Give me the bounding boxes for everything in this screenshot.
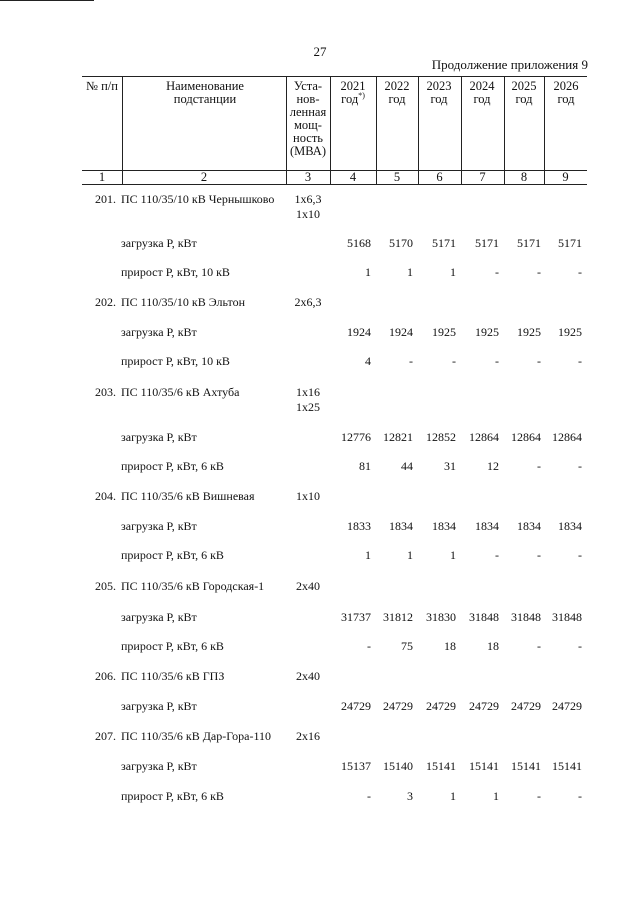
value-cell: 24729 (426, 699, 456, 713)
value-cell: - (409, 354, 413, 368)
value-cell: 15141 (426, 759, 456, 773)
row-label: прирост Р, кВт, 6 кВ (121, 459, 224, 473)
installed-power: 1х16 (296, 385, 320, 399)
value-cell: 31 (444, 459, 456, 473)
substation-name: ПС 110/35/6 кВ Городская-1 (121, 579, 265, 593)
value-cell: 15141 (552, 759, 582, 773)
value-cell: - (537, 265, 541, 279)
value-cell: 24729 (552, 699, 582, 713)
header-num: № п/п (86, 79, 118, 93)
column-divider (461, 76, 462, 184)
continuation-title: Продолжение приложения 9 (431, 57, 588, 72)
value-cell: 12864 (511, 430, 541, 444)
installed-power: 2х40 (296, 579, 320, 593)
value-cell: 5171 (517, 236, 541, 250)
value-cell: - (537, 789, 541, 803)
installed-power: 1х10 (296, 207, 320, 221)
value-cell: 24729 (469, 699, 499, 713)
installed-power: 2х16 (296, 729, 320, 743)
value-cell: 44 (401, 459, 413, 473)
colnum: 9 (562, 170, 569, 184)
row-label: загрузка Р, кВт (121, 430, 197, 444)
installed-power: 1х25 (296, 400, 320, 414)
value-cell: 12 (487, 459, 499, 473)
row-label: загрузка Р, кВт (121, 519, 197, 533)
row-label: прирост Р, кВт, 6 кВ (121, 789, 224, 803)
value-cell: 1925 (475, 325, 499, 339)
value-cell: 12776 (341, 430, 371, 444)
value-cell: - (537, 639, 541, 653)
value-cell: 31848 (552, 610, 582, 624)
colnum: 8 (520, 170, 528, 184)
page-number: 27 (313, 44, 327, 59)
column-divider (122, 76, 123, 184)
value-cell: 18 (487, 639, 499, 653)
value-cell: 24729 (383, 699, 413, 713)
value-cell: - (537, 459, 541, 473)
header-year-2026: 2026 год (553, 79, 579, 106)
value-cell: - (537, 354, 541, 368)
value-cell: 1925 (432, 325, 456, 339)
value-cell: 18 (444, 639, 456, 653)
value-cell: 12864 (552, 430, 582, 444)
value-cell: - (578, 548, 582, 562)
value-cell: 15137 (341, 759, 371, 773)
colnum: 4 (349, 170, 357, 184)
value-cell: - (495, 265, 499, 279)
header-substation-name: Наименование подстанции (166, 79, 244, 106)
row-label: прирост Р, кВт, 10 кВ (121, 265, 230, 279)
substation-name: ПС 110/35/6 кВ Вишневая (121, 489, 255, 503)
installed-power: 2х6,3 (294, 295, 322, 309)
value-cell: 1834 (432, 519, 456, 533)
value-cell: - (452, 354, 456, 368)
value-cell: - (537, 548, 541, 562)
value-cell: 1833 (347, 519, 371, 533)
value-cell: 12821 (383, 430, 413, 444)
header-year-2022: 2022 год (384, 79, 410, 106)
row-number: 201. (95, 192, 116, 206)
value-cell: 1 (450, 265, 456, 279)
value-cell: 5170 (389, 236, 413, 250)
top-rule (0, 0, 94, 1)
column-divider (330, 76, 331, 184)
row-label: загрузка Р, кВт (121, 236, 197, 250)
colnum: 7 (479, 170, 486, 184)
value-cell: 1 (493, 789, 499, 803)
header-installed-power: Уста- нов- ленная мощ- ность (МВА) (289, 79, 327, 158)
value-cell: 1 (407, 548, 413, 562)
column-divider (504, 76, 505, 184)
value-cell: 31812 (383, 610, 413, 624)
value-cell: 31848 (469, 610, 499, 624)
colnum-bottom-rule (82, 184, 587, 185)
value-cell: 31848 (511, 610, 541, 624)
value-cell: - (578, 354, 582, 368)
colnum: 5 (393, 170, 401, 184)
substation-name: ПС 110/35/6 кВ ГПЗ (121, 669, 225, 683)
substation-name: ПС 110/35/10 кВ Эльтон (121, 295, 246, 309)
value-cell: 31830 (426, 610, 456, 624)
value-cell: - (367, 639, 371, 653)
value-cell: - (495, 548, 499, 562)
value-cell: 5168 (347, 236, 371, 250)
header-year-2021: 2021 год*) (340, 79, 366, 106)
value-cell: 3 (407, 789, 413, 803)
value-cell: 31737 (341, 610, 371, 624)
row-number: 207. (95, 729, 116, 743)
value-cell: - (495, 354, 499, 368)
substation-name: ПС 110/35/6 кВ Дар-Гора-110 (121, 729, 271, 743)
value-cell: 5171 (475, 236, 499, 250)
colnum: 1 (98, 170, 106, 184)
row-label: загрузка Р, кВт (121, 610, 197, 624)
value-cell: 15140 (383, 759, 413, 773)
substation-name: ПС 110/35/6 кВ Ахтуба (121, 385, 240, 399)
value-cell: - (578, 639, 582, 653)
row-number: 202. (95, 295, 116, 309)
value-cell: 1925 (517, 325, 541, 339)
row-label: прирост Р, кВт, 10 кВ (121, 354, 230, 368)
value-cell: 5171 (432, 236, 456, 250)
column-divider (544, 76, 545, 184)
installed-power: 1х10 (296, 489, 320, 503)
value-cell: 1925 (558, 325, 582, 339)
table-top-rule (82, 76, 587, 77)
row-number: 203. (95, 385, 116, 399)
value-cell: 4 (365, 354, 371, 368)
value-cell: 1 (365, 265, 371, 279)
value-cell: 1924 (347, 325, 371, 339)
colnum: 2 (200, 170, 208, 184)
row-number: 204. (95, 489, 116, 503)
column-divider (418, 76, 419, 184)
value-cell: 1 (450, 548, 456, 562)
value-cell: - (367, 789, 371, 803)
value-cell: 1 (365, 548, 371, 562)
row-label: прирост Р, кВт, 6 кВ (121, 639, 224, 653)
value-cell: 1834 (558, 519, 582, 533)
value-cell: 24729 (511, 699, 541, 713)
value-cell: 1924 (389, 325, 413, 339)
row-label: загрузка Р, кВт (121, 699, 197, 713)
installed-power: 2х40 (296, 669, 320, 683)
row-label: прирост Р, кВт, 6 кВ (121, 548, 224, 562)
column-divider (376, 76, 377, 184)
value-cell: 75 (401, 639, 413, 653)
row-number: 206. (95, 669, 116, 683)
row-number: 205. (95, 579, 116, 593)
value-cell: - (578, 459, 582, 473)
installed-power: 1х6,3 (294, 192, 322, 206)
header-year-2023: 2023 год (426, 79, 452, 106)
value-cell: 5171 (558, 236, 582, 250)
value-cell: 15141 (469, 759, 499, 773)
substation-name: ПС 110/35/10 кВ Чернышково (121, 192, 275, 206)
value-cell: 1834 (389, 519, 413, 533)
value-cell: 1834 (475, 519, 499, 533)
value-cell: 1 (407, 265, 413, 279)
colnum: 6 (436, 170, 443, 184)
column-divider (286, 76, 287, 184)
value-cell: 12852 (426, 430, 456, 444)
value-cell: 15141 (511, 759, 541, 773)
header-year-2025: 2025 год (511, 79, 537, 106)
value-cell: 1834 (517, 519, 541, 533)
value-cell: 81 (359, 459, 371, 473)
value-cell: 12864 (469, 430, 499, 444)
header-year-2024: 2024 год (469, 79, 495, 106)
value-cell: 24729 (341, 699, 371, 713)
colnum: 3 (304, 170, 312, 184)
value-cell: - (578, 265, 582, 279)
row-label: загрузка Р, кВт (121, 759, 197, 773)
row-label: загрузка Р, кВт (121, 325, 197, 339)
value-cell: 1 (450, 789, 456, 803)
value-cell: - (578, 789, 582, 803)
